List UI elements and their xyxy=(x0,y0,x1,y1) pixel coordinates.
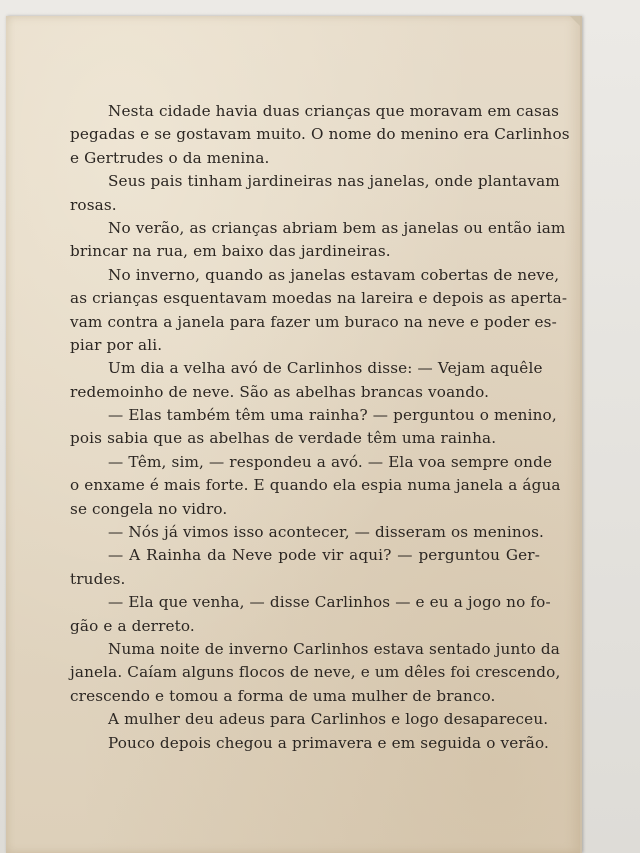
page-text-block xyxy=(70,100,570,755)
text-line: redemoinho de neve. São as abelhas brancas voando. xyxy=(70,382,490,401)
text-line: brincar na rua, em baixo das jardineiras. xyxy=(70,242,391,261)
text-line: vam contra a janela para fazer um buraco na neve e poder es- xyxy=(70,312,557,331)
text-line: Um dia a velha avó de Carlinhos disse: — Vejam aquêle xyxy=(108,359,543,378)
text-line: trudes. xyxy=(70,569,126,588)
paragraph-p1 xyxy=(70,100,570,170)
text-line: — Têm, sim, — respondeu a avó. — Ela voa sempre onde xyxy=(108,452,553,471)
book-page xyxy=(6,16,582,853)
text-line: pegadas e se gostavam muito. O nome do menino era Carlinhos xyxy=(70,125,570,144)
paragraph-p10 xyxy=(70,591,551,638)
text-line: Seus pais tinham jardineiras nas janelas, onde plantavam xyxy=(108,172,560,191)
text-line: o enxame é mais forte. E quando ela espia numa janela a água xyxy=(70,476,561,495)
text-line: e Gertrudes o da menina. xyxy=(70,148,270,167)
text-line: piar por ali. xyxy=(70,335,163,354)
text-line: Nesta cidade havia duas crianças que moravam em casas xyxy=(108,102,560,120)
text-line: janela. Caíam alguns flocos de neve, e um dêles foi crescendo, xyxy=(70,663,561,682)
text-line: — A Rainha da Neve pode vir aqui? — perguntou Ger- xyxy=(108,546,540,565)
paragraph-p6 xyxy=(70,404,557,451)
paragraph-p12 xyxy=(70,708,549,731)
paragraph-p11 xyxy=(70,638,561,708)
text-line: as crianças esquentavam moedas na lareira e depois as aperta- xyxy=(70,289,568,308)
text-line: — Elas também têm uma rainha? — perguntou o menino, xyxy=(108,406,557,425)
text-line: No verão, as crianças abriam bem as janelas ou então iam xyxy=(108,218,566,237)
text-line: Pouco depois chegou a primavera e em seguida o verão. xyxy=(108,733,549,752)
paragraph-p5 xyxy=(70,357,543,404)
page-corner-shadow xyxy=(570,16,580,26)
paragraph-p2 xyxy=(70,170,560,217)
text-line: — Ela que venha, — disse Carlinhos — e eu a jogo no fo- xyxy=(108,593,551,612)
text-line: — Nós já vimos isso acontecer, — disseram os meninos. xyxy=(108,523,545,542)
text-line: gão e a derreto. xyxy=(70,616,195,635)
text-line: se congela no vidro. xyxy=(70,499,228,518)
paragraph-p7 xyxy=(70,451,561,521)
text-line: Numa noite de inverno Carlinhos estava sentado junto da xyxy=(108,639,560,658)
paragraph-p3 xyxy=(70,217,566,264)
text-line: pois sabia que as abelhas de verdade têm uma rainha. xyxy=(70,429,497,448)
paragraph-p13 xyxy=(70,732,549,755)
paragraph-p9 xyxy=(70,544,540,591)
text-line: rosas. xyxy=(70,195,117,214)
text-line: crescendo e tomou a forma de uma mulher de branco. xyxy=(70,686,496,705)
text-line: No inverno, quando as janelas estavam cobertas de neve, xyxy=(108,265,560,284)
text-line: A mulher deu adeus para Carlinhos e logo desapareceu. xyxy=(108,710,549,729)
paragraph-p4 xyxy=(70,264,568,358)
paragraph-p8 xyxy=(70,521,545,544)
